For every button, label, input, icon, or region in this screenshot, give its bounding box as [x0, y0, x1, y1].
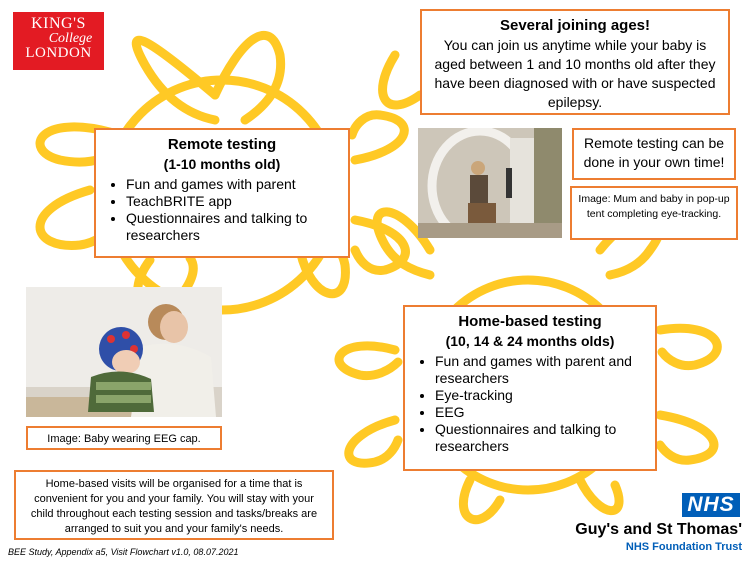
list-item: • Questionnaires and talking to researchers [126, 210, 340, 244]
home-testing-box [403, 305, 657, 471]
remote-testing-subtitle: (1-10 months old) [163, 156, 281, 172]
home-testing-title: Home-based testing [458, 313, 602, 330]
home-testing-list [413, 353, 647, 455]
list-item: • Fun and games with parent [126, 176, 340, 193]
remote-testing-note: Remote testing can be done in your own time! [572, 128, 736, 180]
nhs-trust-subtitle: NHS Foundation Trust [625, 541, 742, 553]
remote-testing-title: Remote testing [167, 136, 277, 153]
eeg-baby-photo [26, 287, 222, 417]
tent-photo-caption: Image: Mum and baby in pop-up tent completing eye-tracking. [570, 186, 738, 240]
joining-ages-body: You can join us anytime while your baby is aged between 1 and 10 months old after they have been diagnosed with or have suspected epilepsy. [434, 37, 716, 110]
footer-version: BEE Study, Appendix a5, Visit Flowchart v1.0, 08.07.2021 [8, 547, 239, 557]
nhs-logo: NHS [682, 493, 740, 517]
joining-ages-title: Several joining ages! [499, 17, 651, 34]
list-item: • Eye-tracking [435, 387, 647, 404]
eeg-photo-caption: Image: Baby wearing EEG cap. [26, 426, 222, 450]
list-item: • Questionnaires and talking to researchers [435, 421, 647, 455]
kings-college-london-logo: KING'S College LONDON [13, 12, 104, 70]
list-item: • TeachBRITE app [126, 193, 340, 210]
remote-testing-box [94, 128, 350, 258]
list-item: • Fun and games with parent and researchers [435, 353, 647, 387]
list-item: • EEG [435, 404, 647, 421]
home-testing-subtitle: (10, 14 & 24 months olds) [445, 333, 615, 349]
tent-photo [418, 128, 562, 238]
remote-testing-list [104, 176, 340, 244]
home-visits-note: Home-based visits will be organised for a time that is convenient for you and your family. You will stay with your child throughout each testing session and tasks/breaks are arranged to suit you and your family's needs. [14, 470, 334, 540]
nhs-trust-name: Guy's and St Thomas' [575, 521, 742, 538]
joining-ages-box [420, 9, 730, 115]
